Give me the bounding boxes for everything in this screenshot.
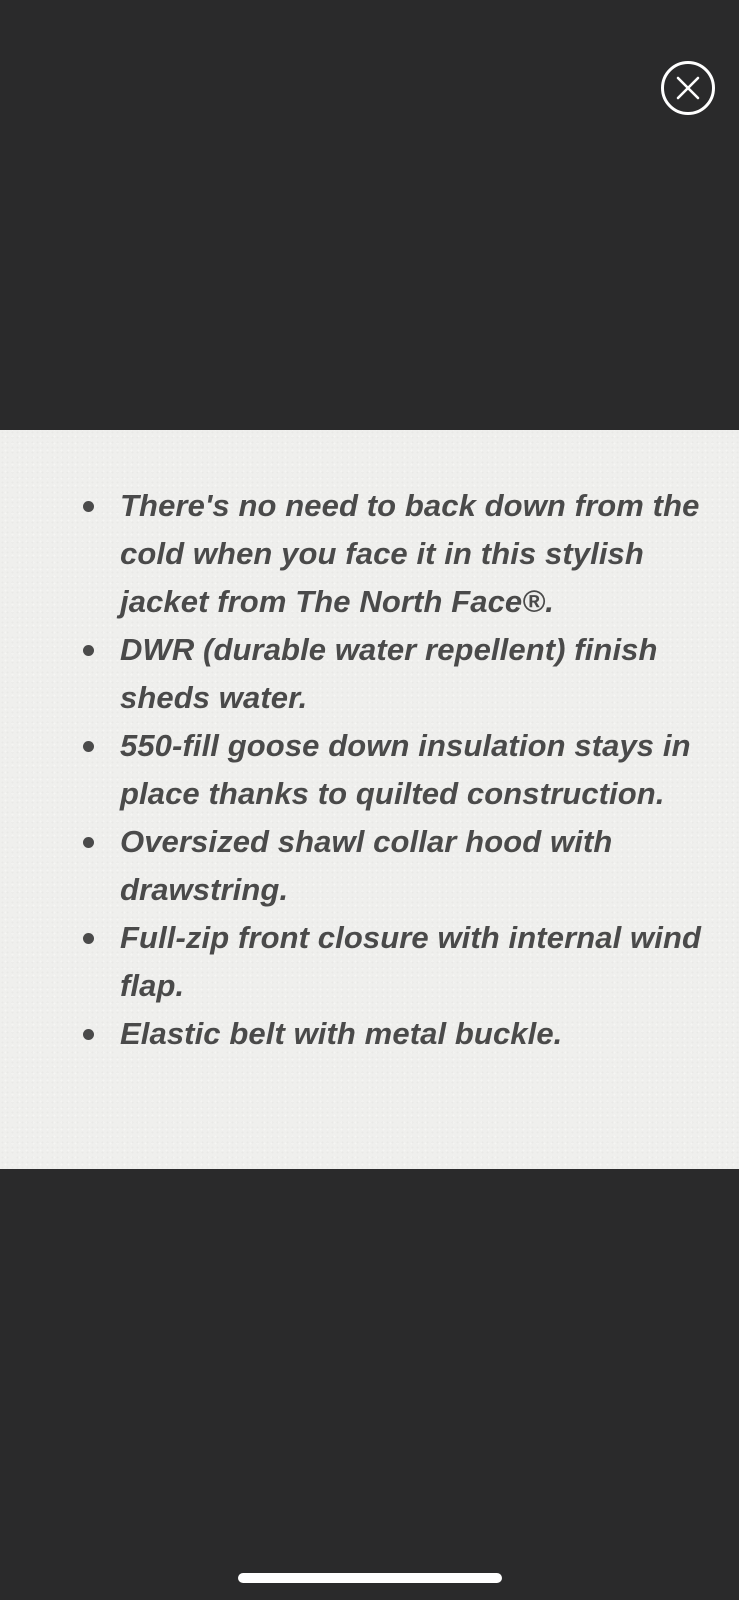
- feature-text: 550-fill goose down insulation stays in place thanks to quilted construction.: [120, 728, 691, 811]
- close-icon: [673, 73, 703, 103]
- feature-text: Elastic belt with metal buckle.: [120, 1016, 563, 1051]
- home-indicator[interactable]: [238, 1573, 502, 1583]
- bullet-icon: [83, 645, 94, 656]
- bullet-icon: [83, 933, 94, 944]
- feature-text: Oversized shawl collar hood with drawstring.: [120, 824, 613, 907]
- bullet-icon: [83, 1029, 94, 1040]
- list-item: [78, 1010, 708, 1058]
- product-feature-image[interactable]: [0, 430, 739, 1169]
- list-item: [78, 626, 708, 722]
- bullet-icon: [83, 741, 94, 752]
- close-button[interactable]: [661, 61, 715, 115]
- list-item: [78, 914, 708, 1010]
- bullet-icon: [83, 501, 94, 512]
- feature-text: DWR (durable water repellent) finish sheds water.: [120, 632, 658, 715]
- list-item: [78, 482, 708, 626]
- feature-text: There's no need to back down from the cold when you face it in this stylish jacket from The North Face®.: [120, 488, 700, 619]
- feature-text: Full-zip front closure with internal wind flap.: [120, 920, 702, 1003]
- features-list: [78, 482, 708, 1058]
- list-item: [78, 818, 708, 914]
- list-item: [78, 722, 708, 818]
- bullet-icon: [83, 837, 94, 848]
